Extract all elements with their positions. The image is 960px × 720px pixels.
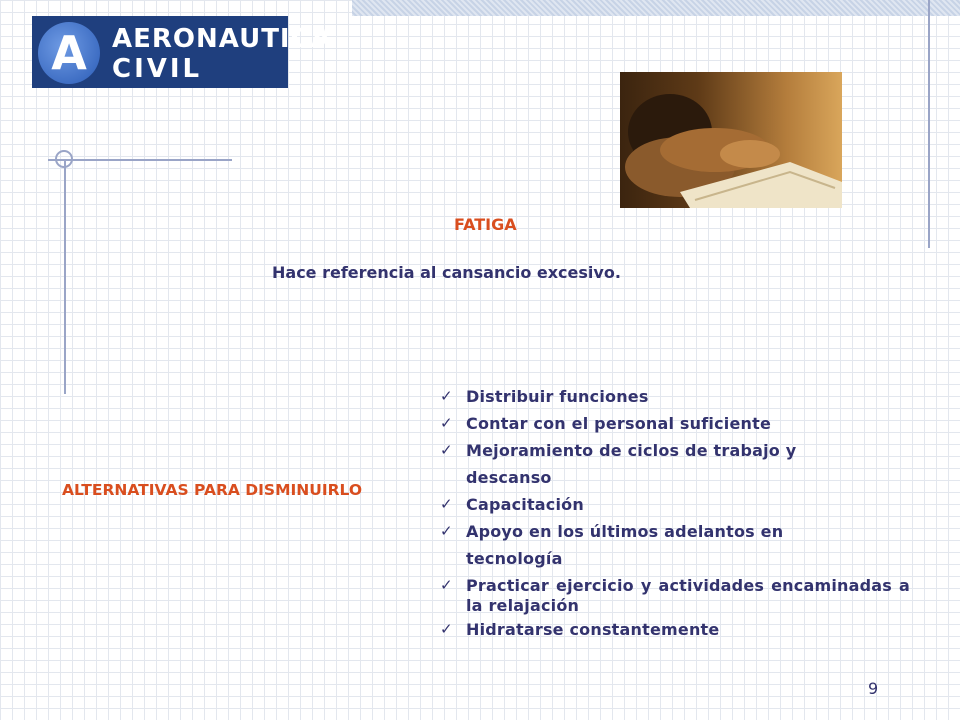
checkmark-icon: ✓ <box>440 495 453 513</box>
list-item: ✓ Apoyo en los últimos adelantos en tecnología <box>440 518 818 572</box>
checkmark-icon: ✓ <box>440 387 453 405</box>
checkmark-icon: ✓ <box>440 620 453 638</box>
page-number: 9 <box>868 679 879 698</box>
list-item: ✓ Contar con el personal suficiente <box>440 410 910 437</box>
checkmark-icon: ✓ <box>440 441 453 459</box>
list-item: ✓ Hidratarse constantemente <box>440 616 910 643</box>
vertical-rule-left <box>64 160 66 394</box>
logo-line-2: CIVIL <box>112 54 203 84</box>
horizontal-rule-left <box>48 159 232 161</box>
aeronautica-civil-logo <box>32 16 332 88</box>
alternatives-list <box>440 383 910 643</box>
alternatives-heading: ALTERNATIVAS PARA DISMINUIRLO <box>62 481 363 499</box>
list-item: ✓ Mejoramiento de ciclos de trabajo y descanso <box>440 437 838 491</box>
list-item: ✓ Capacitación <box>440 491 910 518</box>
tired-person-photo <box>620 72 842 208</box>
slide-title: FATIGA <box>454 215 517 234</box>
list-item: ✓ Practicar ejercicio y actividades encaminadas a la relajación <box>440 572 910 616</box>
checkmark-icon: ✓ <box>440 522 453 540</box>
top-decorative-band <box>352 0 960 16</box>
checkmark-icon: ✓ <box>440 576 453 594</box>
logo-a-icon: A <box>38 22 100 84</box>
checkmark-icon: ✓ <box>440 414 453 432</box>
vertical-rule-right <box>928 0 930 248</box>
list-item: ✓ Distribuir funciones <box>440 383 910 410</box>
logo-line-1: AERONAUTICA <box>112 24 332 54</box>
slide-subtitle: Hace referencia al cansancio excesivo. <box>272 263 621 282</box>
circle-ornament <box>55 150 73 168</box>
